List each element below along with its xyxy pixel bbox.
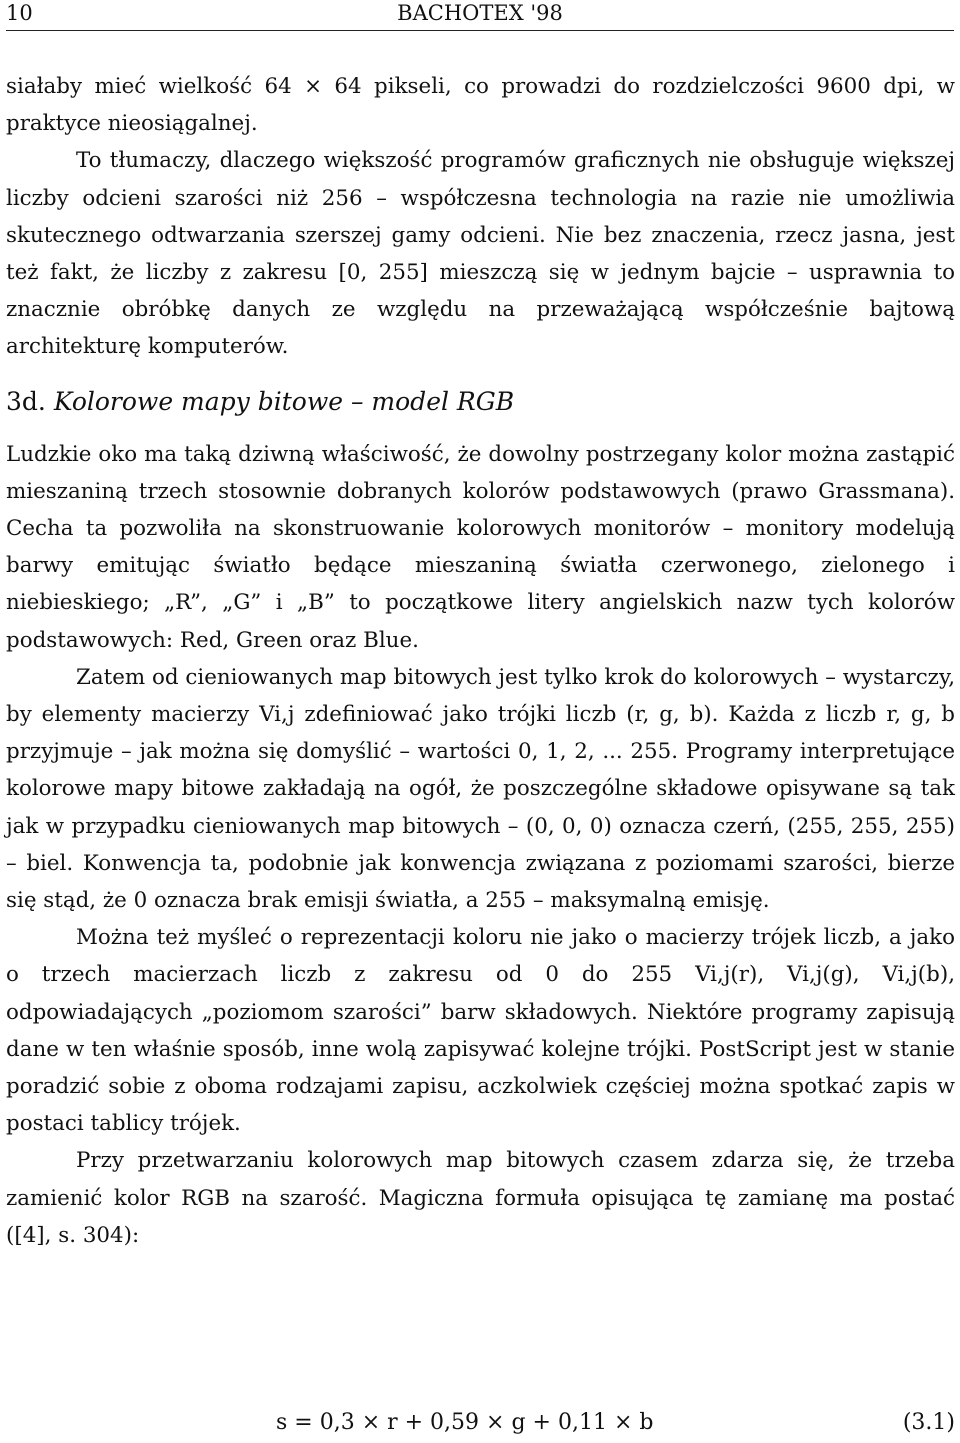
equation (6, 1403, 955, 1443)
paragraph: siałaby mieć wielkość 64 × 64 pikseli, co prowadzi do rozdzielczości 9600 dpi, w praktyce nieosiągalnej. (6, 74, 955, 137)
running-title: BACHOTEX '98 (397, 1, 563, 25)
section-heading (6, 382, 955, 422)
running-header (6, 0, 954, 26)
header-rule (6, 30, 954, 31)
paragraph: Przy przetwarzaniu kolorowych map bitowych czasem zdarza się, że trzeba zamienić kolor RGB na szarość. Magiczna formuła opisująca tę zamianę ma postać ([4], s. 304): (6, 1148, 955, 1248)
paragraph: Można też myśleć o reprezentacji koloru nie jako o macierzy trójek liczb, a jako o trzech macierzach liczb z zakresu od 0 do 255 Vi,j(r), Vi,j(g), Vi,j(b), odpowiadających „poziomom szarości” barw składowych. Niektóre programy zapisują dane w ten właśnie sposób, inne wolą zapisywać kolejne trójki. PostScript jest w stanie poradzić sobie z oboma rodzajami zapisu, aczkolwiek częściej można spotkać zapis w postaci tablicy trójek. (6, 925, 955, 1137)
paragraph: To tłumaczy, dlaczego większość programów graficznych nie obsługuje większej liczby odcieni szarości niż 256 – współczesna technologia na razie nie umożliwia skutecznego odtwarzania szerszej gamy odcieni. Nie bez znaczenia, rzecz jasna, jest też fakt, że liczby z zakresu [0, 255] mieszczą się w jednym bajcie – usprawnia to znacznie obróbkę danych ze względu na przeważającą współcześnie bajtową architekturę komputerów. (6, 148, 955, 360)
body-text (6, 68, 955, 1254)
page-number: 10 (6, 1, 33, 25)
section-title: Kolorowe mapy bitowe – model RGB (53, 386, 515, 416)
equation-number: (3.1) (902, 1410, 955, 1435)
paragraph: Zatem od cieniowanych map bitowych jest tylko krok do kolorowych – wystarczy, by elementy macierzy Vi,j zdefiniować jako trójki liczb (r, g, b). Każda z liczb r, g, b przyjmuje – jak można się domyślić – wartości 0, 1, 2, ... 255. Programy interpretujące kolorowe mapy bitowe zakładają na ogół, że poszczególne składowe opisywane są tak jak w przypadku cieniowanych map bitowych – (0, 0, 0) oznacza czerń, (255, 255, 255) – biel. Konwencja ta, podobnie jak konwencja związana z poziomami szarości, bierze się stąd, że 0 oznacza brak emisji światła, a 255 – maksymalną emisję. (6, 664, 955, 914)
paragraph: Ludzkie oko ma taką dziwną właściwość, że dowolny postrzegany kolor można zastąpić mieszaniną trzech stosownie dobranych kolorów podstawowych (prawo Grassmana). Cecha ta pozwoliła na skonstruowanie kolorowych monitorów – monitory modelują barwy emitując światło będące mieszaniną światła czerwonego, zielonego i niebieskiego; „R”, „G” i „B” to początkowe litery angielskich nazw tych kolorów podstawowych: Red, Green oraz Blue. (6, 441, 955, 653)
equation-formula: s = 0,3 × r + 0,59 × g + 0,11 × b (276, 1410, 654, 1435)
section-number: 3d. (6, 386, 46, 416)
